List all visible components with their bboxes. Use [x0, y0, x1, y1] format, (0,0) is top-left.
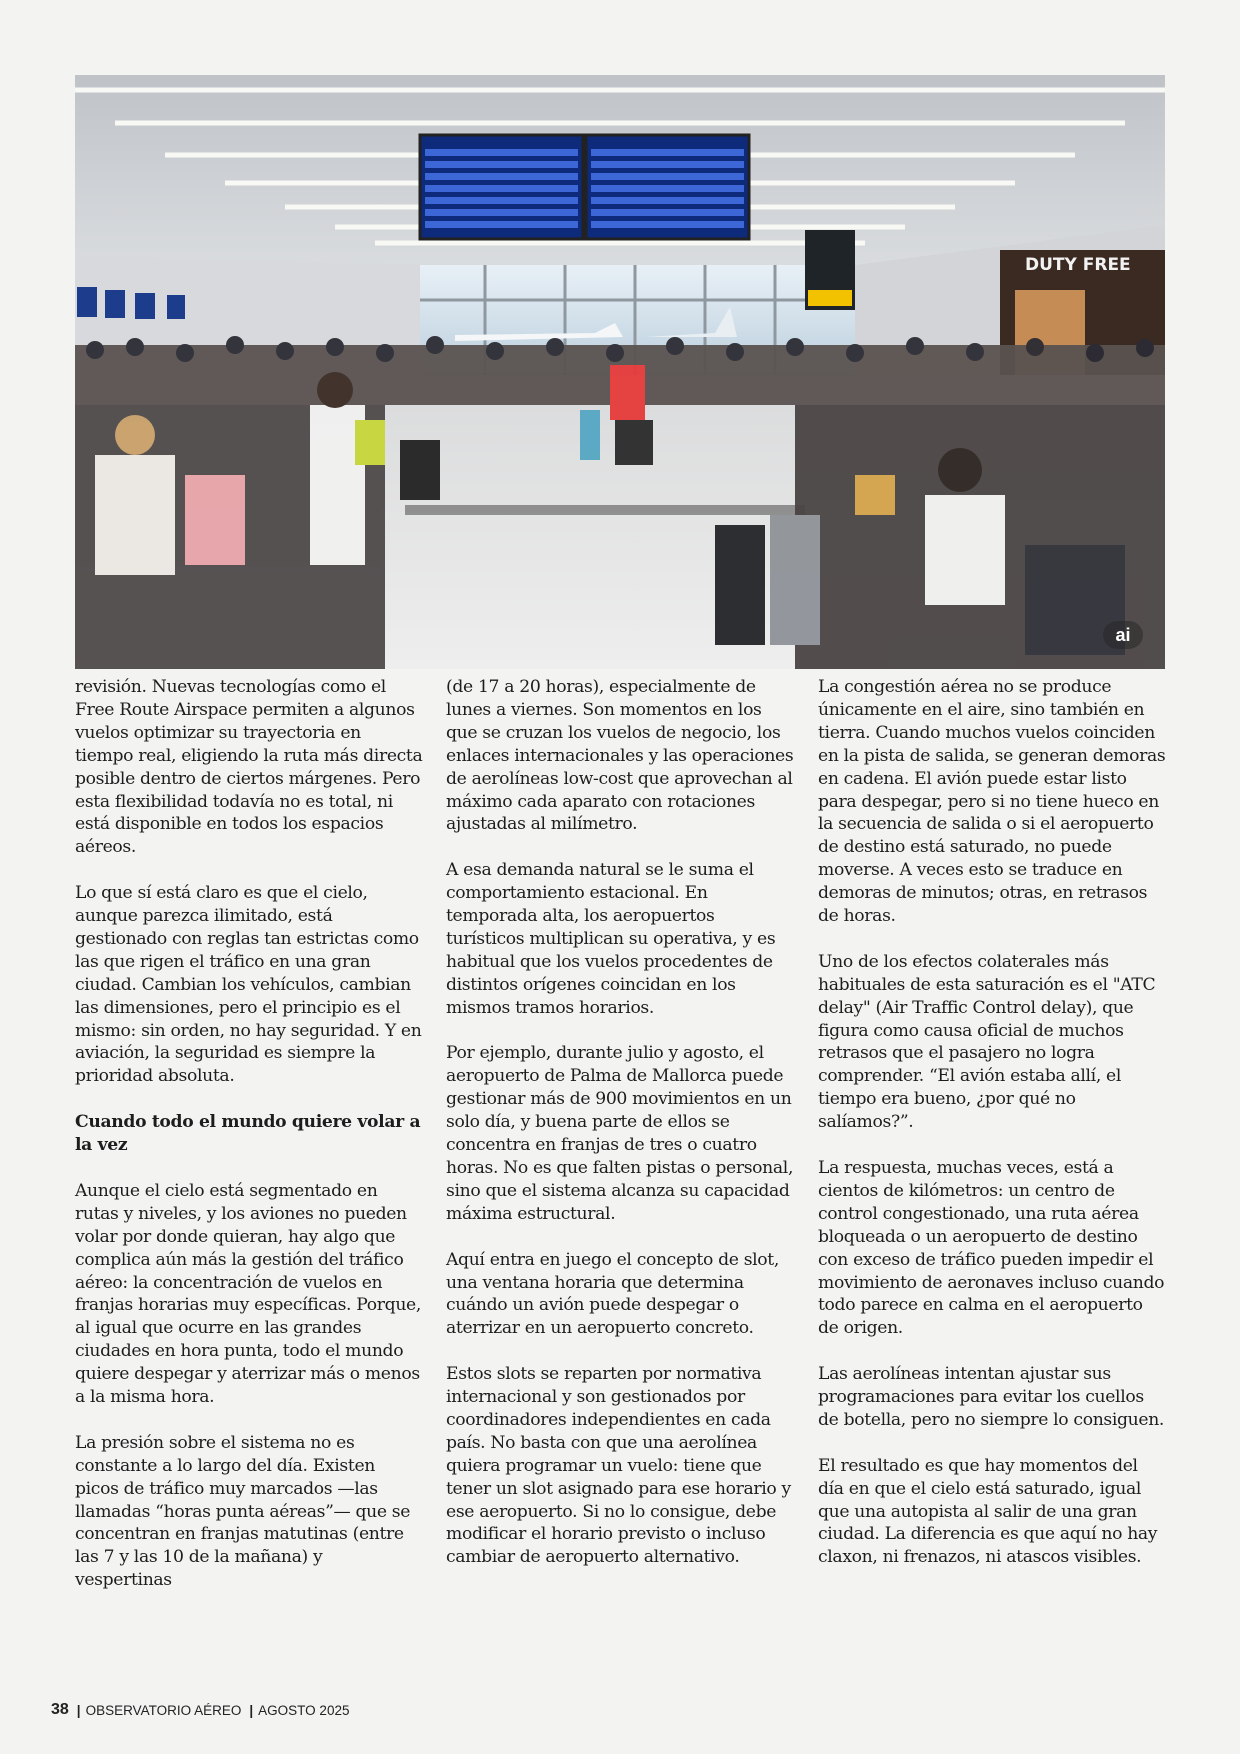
flight-board-right — [586, 135, 749, 239]
paragraph: Estos slots se reparten por normativa internacional y son gestionados por coordinadores independientes en cada país. No basta con que una aerolínea quiera programar un vuelo: tiene que tener un slot asignado para ese horario y ese aeropuerto. Si no lo consigue, debe modificar el horario previsto o incluso cambiar de aeropuerto alternativo. — [446, 1364, 791, 1568]
paragraph: Por ejemplo, durante julio y agosto, el aeropuerto de Palma de Mallorca puede gestionar más de 900 movimientos en un solo día, y buena parte de ellos se concentra en franjas de tres o cuatro horas. No es que falten pistas o personal, sino que el sistema alcanza su capacidad máxima estructural. — [446, 1043, 794, 1224]
section-heading: Cuando todo el mundo quiere volar a la vez — [75, 1112, 421, 1156]
paragraph: La respuesta, muchas veces, está a cientos de kilómetros: un centro de control congestionado, una ruta aérea bloqueada o un aeropuerto de destino con exceso de tráfico pueden impedir el movimiento de aeronaves incluso cuando todo parece en calma en el aeropuerto de origen. — [818, 1158, 1165, 1339]
page-number: 38 — [51, 1701, 69, 1718]
ai-badge: ai — [1103, 621, 1143, 649]
text-column-3 — [818, 676, 1166, 1592]
footer-separator: | — [76, 1702, 81, 1718]
airport-terminal-illustration — [75, 75, 1165, 669]
paragraph: Las aerolíneas intentan ajustar sus programaciones para evitar los cuellos de botella, pero no siempre lo consiguen. — [818, 1364, 1165, 1430]
page-footer — [51, 1701, 349, 1719]
paragraph: revisión. Nuevas tecnologías como el Free Route Airspace permiten a algunos vuelos optimizar su trayectoria en tiempo real, eligiendo la ruta más directa posible dentro de ciertos márgenes. Pero esta flexibilidad todavía no es total, ni está disponible en todos los espacios aéreos. — [75, 677, 423, 858]
paragraph: Aunque el cielo está segmentado en rutas y niveles, y los aviones no pueden volar por donde quieran, hay algo que complica aún más la gestión del tráfico aéreo: la concentración de vuelos en franjas horarias muy específicas. Porque, al igual que ocurre en las grandes ciudades en hora punta, todo el mundo quiere despegar y aterrizar más o menos a la misma hora. — [75, 1180, 421, 1408]
paragraph: A esa demanda natural se le suma el comportamiento estacional. En temporada alta, los aeropuertos turísticos multiplican su operativa, y es habitual que los vuelos procedentes de distintos orígenes coincidan en los mismos tramos horarios. — [446, 860, 776, 1018]
airport-terminal-photo — [75, 75, 1165, 669]
paragraph: La congestión aérea no se produce únicamente en el aire, sino también en tierra. Cuando muchos vuelos coinciden en la pista de salida, se generan demoras en cadena. El avión puede estar listo para despegar, pero si no tiene hueco en la secuencia de salida o si el aeropuerto de destino está saturado, no puede moverse. A veces esto se traduce en demoras de minutos; otras, en retrasos de horas. — [818, 677, 1166, 927]
text-column-1 — [75, 676, 423, 1615]
publication-name: OBSERVATORIO AÉREO — [85, 1702, 242, 1718]
paragraph: La presión sobre el sistema no es constante a lo largo del día. Existen picos de tráfico muy marcados —las llamadas “horas punta aéreas”— que se concentran en franjas matutinas (entre las 7 y las 10 de la mañana) y vespertinas — [75, 1432, 411, 1591]
paragraph: Aquí entra en juego el concepto de slot, una ventana horaria que determina cuándo un avión puede despegar o aterrizar en un aeropuerto concreto. — [446, 1249, 779, 1339]
paragraph: Lo que sí está claro es que el cielo, aunque parezca ilimitado, está gestionado con reglas tan estrictas como las que rigen el tráfico en una gran ciudad. Cambian los vehículos, cambian las dimensiones, pero el principio es el mismo: sin orden, no hay seguridad. Y en aviación, la seguridad es siempre la prioridad absoluta. — [75, 883, 422, 1087]
text-column-2 — [446, 676, 794, 1592]
paragraph: El resultado es que hay momentos del día en que el cielo está saturado, igual que una autopista al salir de una gran ciudad. La diferencia es que aquí no hay claxon, ni frenazos, ni atascos visibles. — [818, 1455, 1158, 1568]
footer-separator: | — [249, 1702, 254, 1718]
issue-date: AGOSTO 2025 — [258, 1702, 350, 1718]
paragraph: Uno de los efectos colaterales más habituales de esta saturación es el "ATC delay" (Air Traffic Control delay), que figura como causa oficial de muchos retrasos que el pasajero no logra comprender. “El avión estaba allí, el tiempo era bueno, ¿por qué no salíamos?”. — [818, 951, 1156, 1133]
flight-board-left — [420, 135, 583, 239]
duty-free-sign: DUTY FREE — [1025, 255, 1131, 275]
paragraph: (de 17 a 20 horas), especialmente de lunes a viernes. Son momentos en los que se cruzan los vuelos de negocio, los enlaces internacionales y las operaciones de aerolíneas low-cost que aprovechan al máximo cada aparato con rotaciones ajustadas al milímetro. — [446, 677, 794, 835]
